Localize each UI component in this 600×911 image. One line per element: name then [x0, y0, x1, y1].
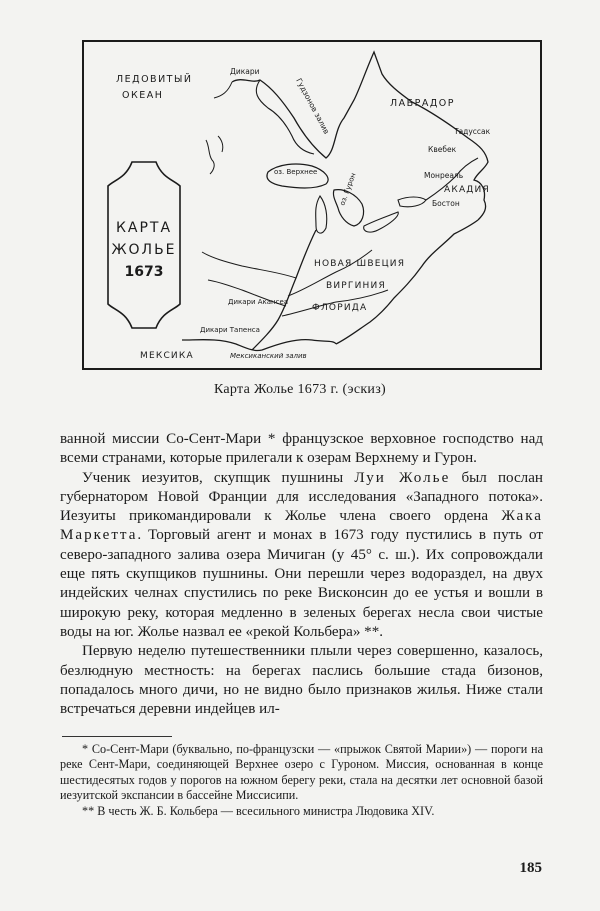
map-caption: Карта Жолье 1673 г. (эскиз) [213, 382, 387, 397]
label-florida: ФЛОРИДА [312, 303, 368, 313]
label-labrador: ЛАБРАДОР [390, 98, 456, 109]
label-mexico: МЕКСИКА [140, 351, 194, 361]
paragraph-2-part-a: Ученик иезуитов, скупщик пушнины [82, 469, 355, 486]
footnotes [60, 742, 543, 819]
label-hudson-bay: Гудзонов залив [294, 76, 332, 136]
label-lake-huron: оз. Гурон [338, 171, 358, 207]
cartouche-line-3: 1673 [124, 264, 164, 280]
footnote-2: ** В честь Ж. Б. Кольбера — всесильного министра Людовика XIV. [82, 803, 435, 818]
page-number: 185 [519, 860, 542, 876]
map-sketch [82, 40, 542, 370]
label-quebec: Квебек [428, 145, 457, 154]
paragraph-2-part-b: был послан губернатором Новой Франции для исследования «Западного потока». Иезуиты прикомандировали к Жолье члена своего ордена [60, 469, 543, 525]
paragraph-1: ванной миссии Со-Сент-Мари * французское верховное господство над всеми странами, которые прилегали к озерам Верхнему и Гурон. [60, 431, 543, 467]
label-virginia: ВИРГИНИЯ [326, 281, 386, 291]
main-text [60, 430, 543, 719]
label-acadia: АКАДИЯ [444, 185, 490, 195]
paragraph-3: Первую неделю путешественники плыли через совершенно, казалось, безлюдную местность: на берегах паслись большие стада бизонов, попадалось много дичи, но не видно было признаков жилья. Ниже стали встречаться деревни индейцев ил- [60, 643, 543, 718]
label-ocean-1: ЛЕДОВИТЫЙ [116, 74, 193, 85]
name-louis-jolliet: Луи Жолье [354, 469, 451, 486]
label-tadoussac: Тадуссак [454, 127, 491, 136]
paragraph-2 [60, 469, 543, 643]
footnote-1: * Со-Сент-Мари (буквально, по-французски — «прыжок Святой Марии») — пороги на реке Сент-Мари, соединяющей Верхнее озеро с Гуроном. Миссия, основанная в конце шестидесятых годов у порогов на южном берегу реки, стала на десятки лет основной базой иезуитской экспансии в бассейне Миссисипи. [60, 742, 543, 803]
label-new-sweden: НОВАЯ ШВЕЦИЯ [314, 259, 406, 269]
footnote-divider [62, 736, 172, 737]
label-montreal: Монреаль [424, 171, 464, 180]
name-jacques-marquette: Жака Маркетта [60, 508, 543, 544]
cartouche-line-1: КАРТА [115, 220, 173, 236]
label-dikari-tapensa: Дикари Тапенса [200, 326, 260, 334]
label-lake-superior: оз. Верхнее [274, 168, 318, 176]
label-boston: Бостон [432, 199, 460, 208]
label-gulf-of-mexico: Мексиканский залив [230, 352, 307, 360]
paragraph-2-part-c: . Торговый агент и монах в 1673 году пустились в путь от северо-западного залива озера Мичиган (у 45° с. ш.). Их сопровождали еще пять скупщиков пушнины. Они перешли через водораздел, на двух индейских челнах спустились по реке Висконсин до ее устья и вошли в широкую реку, которая медленно в зеленых берегах несла свои чистые воды на юг. Жолье назвал ее «рекой Кольбера» **. [60, 527, 543, 640]
cartouche-line-2: ЖОЛЬЕ [111, 242, 177, 258]
label-ocean-2: ОКЕАН [122, 90, 164, 101]
label-dikari-top: Дикари [230, 67, 260, 76]
label-dikari-akansea: Дикари Акансеа [228, 298, 289, 306]
